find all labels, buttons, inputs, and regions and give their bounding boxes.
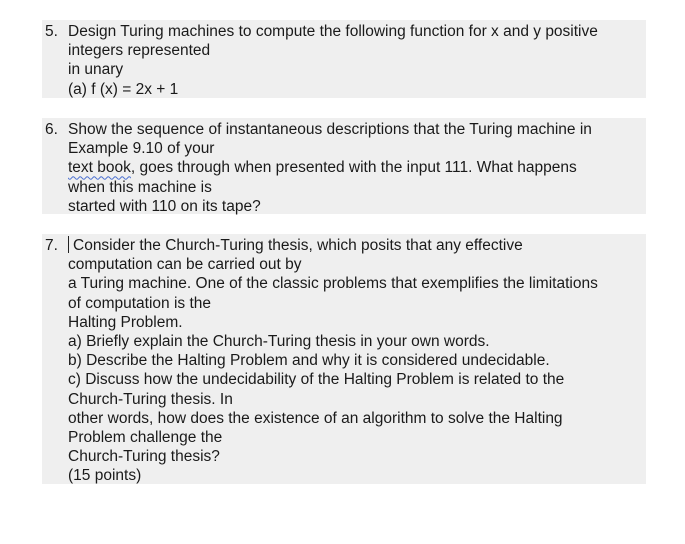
text-line: integers represented [68,42,211,60]
question-6 [42,118,646,214]
text-line: (15 points) [68,467,142,485]
text-line: of computation is the [68,294,212,312]
question-text[interactable] [68,236,646,486]
text-segment: Consider the Church-Turing thesis, which posits that any effective [73,237,523,254]
text-line: computation can be carried out by [68,256,302,274]
question-number: 6. [45,121,58,138]
text-cursor [68,236,69,253]
question-text [68,120,646,216]
spellcheck-word[interactable]: text book [68,159,131,177]
question-number: 7. [45,237,58,254]
question-5 [42,20,646,98]
text-line: Show the sequence of instantaneous descriptions that the Turing machine in [68,121,592,138]
text-line: Church-Turing thesis? [68,448,220,466]
text-line: (a) f (x) = 2x + 1 [68,80,179,98]
text-line: a Turing machine. One of the classic problems that exemplifies the limitations [68,275,598,293]
text-segment: , goes through when presented with the input 111. What happens [130,159,577,177]
text-line: Problem challenge the [68,429,223,447]
text-line: a) Briefly explain the Church-Turing thesis in your own words. [68,333,490,351]
text-line: Design Turing machines to compute the following function for x and y positive [68,23,598,40]
text-line: other words, how does the existence of an algorithm to solve the Halting [68,409,563,427]
text-line: Example 9.10 of your [68,140,215,158]
question-text [68,22,646,99]
text-line: Halting Problem. [68,313,183,331]
text-line [68,236,646,255]
text-line: started with 110 on its tape? [68,197,261,215]
text-line: when this machine is [68,178,212,196]
text-line: c) Discuss how the undecidability of the Halting Problem is related to the [68,371,565,389]
text-line: Church-Turing thesis. In [68,390,233,408]
question-7 [42,234,646,484]
text-line: b) Describe the Halting Problem and why it is considered undecidable. [68,352,550,370]
text-line [68,158,646,177]
text-line: in unary [68,61,124,79]
question-number: 5. [45,23,58,40]
